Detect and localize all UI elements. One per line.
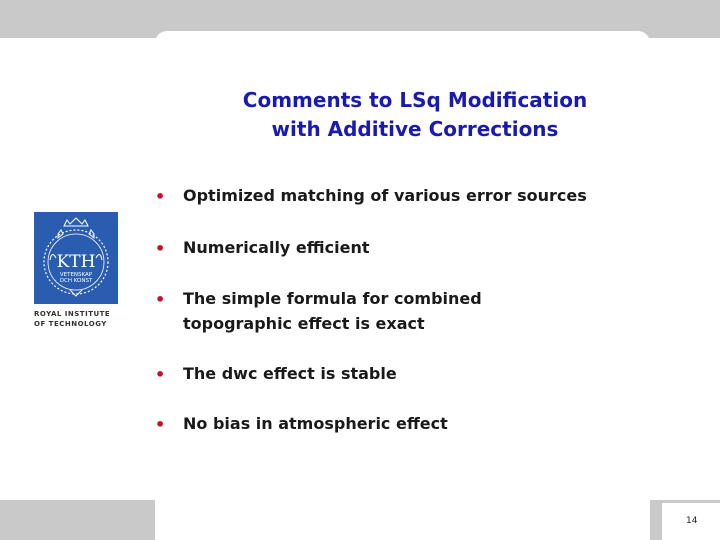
bullet-text: No bias in atmospheric effect <box>183 414 448 433</box>
logo-caption-line2: OF TECHNOLOGY <box>34 320 107 328</box>
logo-monogram: KTH <box>56 252 96 272</box>
bullet-text: The simple formula for combined topographic effect is exact <box>183 289 482 333</box>
slide-title <box>185 86 645 144</box>
bullet-dot-icon: • <box>155 415 166 434</box>
logo-motto-line1: VETENSKAP <box>59 272 93 278</box>
kth-logo <box>34 212 118 304</box>
bullet-text: Numerically efficient <box>183 238 370 257</box>
logo-caption-line1: ROYAL INSTITUTE <box>34 310 111 318</box>
logo-caption <box>34 309 124 329</box>
bullet-dot-icon: • <box>155 290 166 309</box>
logo-motto-line2: OCH KONST <box>59 278 93 284</box>
page-number: 14 <box>686 516 698 526</box>
bullet-text: The dwc effect is stable <box>183 364 397 383</box>
kth-emblem-icon <box>34 212 118 304</box>
bullet-dot-icon: • <box>155 365 166 384</box>
bullet-dot-icon: • <box>155 187 166 206</box>
bullet-text: Optimized matching of various error sources <box>183 186 587 205</box>
bullet-dot-icon: • <box>155 239 166 258</box>
slide-title-line1: Comments to LSq Modification <box>242 88 588 112</box>
slide-title-line2: with Additive Corrections <box>271 117 559 141</box>
